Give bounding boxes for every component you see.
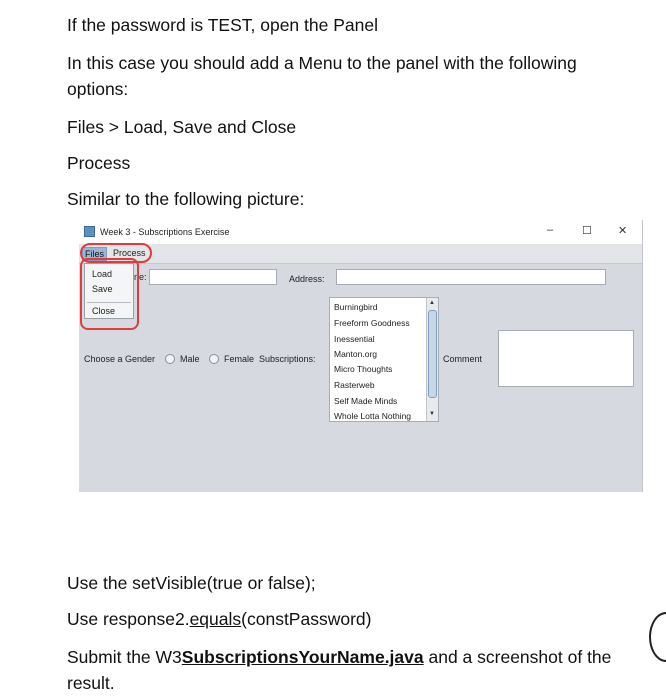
list-item[interactable]: Manton.org [334,349,377,359]
list-item[interactable]: Rasterweb [334,380,375,390]
menu-item-load[interactable]: Load [92,269,113,279]
maximize-icon[interactable]: ☐ [582,225,592,237]
list-item[interactable]: Inessential [334,334,375,344]
window-titlebar [79,220,642,244]
equals-prefix: Use response2. [67,609,190,629]
menu-item-close[interactable]: Close [92,306,116,316]
equals-suffix: (constPassword) [241,609,372,629]
list-item[interactable]: Whole Lotta Nothing [334,411,412,421]
java-filename-link[interactable]: SubscriptionsYourName.java [181,647,424,667]
address-field[interactable] [336,269,606,285]
scroll-thumb[interactable] [428,310,437,398]
list-item[interactable]: Micro Thoughts [334,364,393,374]
menu-bar [79,244,642,264]
gender-label: Choose a Gender [84,354,156,364]
doc-line-equals [67,606,371,632]
doc-line-menu-options: In this case you should add a Menu to the panel with the following options: [67,53,577,99]
list-scrollbar[interactable] [426,298,438,421]
female-label: Female [224,354,255,364]
minimize-icon[interactable]: – [547,224,554,236]
chat-bubble-icon[interactable] [649,612,666,662]
subscriptions-list[interactable] [329,297,439,422]
list-item[interactable]: Freeform Goodness [334,318,410,328]
submit-prefix: Submit the W3 [67,647,182,667]
doc-line-submit [67,644,637,696]
menu-files[interactable]: Files [82,247,107,261]
java-app-icon [84,226,95,237]
female-radio[interactable] [209,354,219,364]
equals-link[interactable]: equals [189,609,242,629]
list-item[interactable]: Self Made Minds [334,396,398,406]
red-highlight-dropdown [80,258,139,330]
doc-line-files: Files > Load, Save and Close [67,117,297,137]
window-title: Week 3 - Subscriptions Exercise [100,227,230,237]
scroll-up-icon[interactable]: ▲ [429,300,435,306]
name-field[interactable] [149,269,277,285]
doc-line-password: If the password is TEST, open the Panel [67,15,378,35]
menu-process[interactable]: Process [113,248,146,258]
address-label: Address: [289,274,325,284]
list-item[interactable]: Burningbird [334,302,378,312]
embedded-screenshot [79,220,643,492]
close-icon[interactable]: ✕ [618,225,628,237]
submit-suffix: and a screenshot of the result. [67,647,612,693]
comment-label: Comment [443,354,483,364]
scroll-down-icon[interactable]: ▼ [429,411,435,417]
male-label: Male [180,354,200,364]
male-radio[interactable] [165,354,175,364]
name-label-fragment: ne: [134,272,147,282]
doc-line-process: Process [67,153,131,173]
menu-item-save[interactable]: Save [92,284,113,294]
doc-line-similar: Similar to the following picture: [67,189,305,209]
subscriptions-label: Subscriptions: [259,354,316,364]
doc-line-setvisible: Use the setVisible(true or false); [67,573,316,593]
comment-area[interactable] [498,330,634,387]
